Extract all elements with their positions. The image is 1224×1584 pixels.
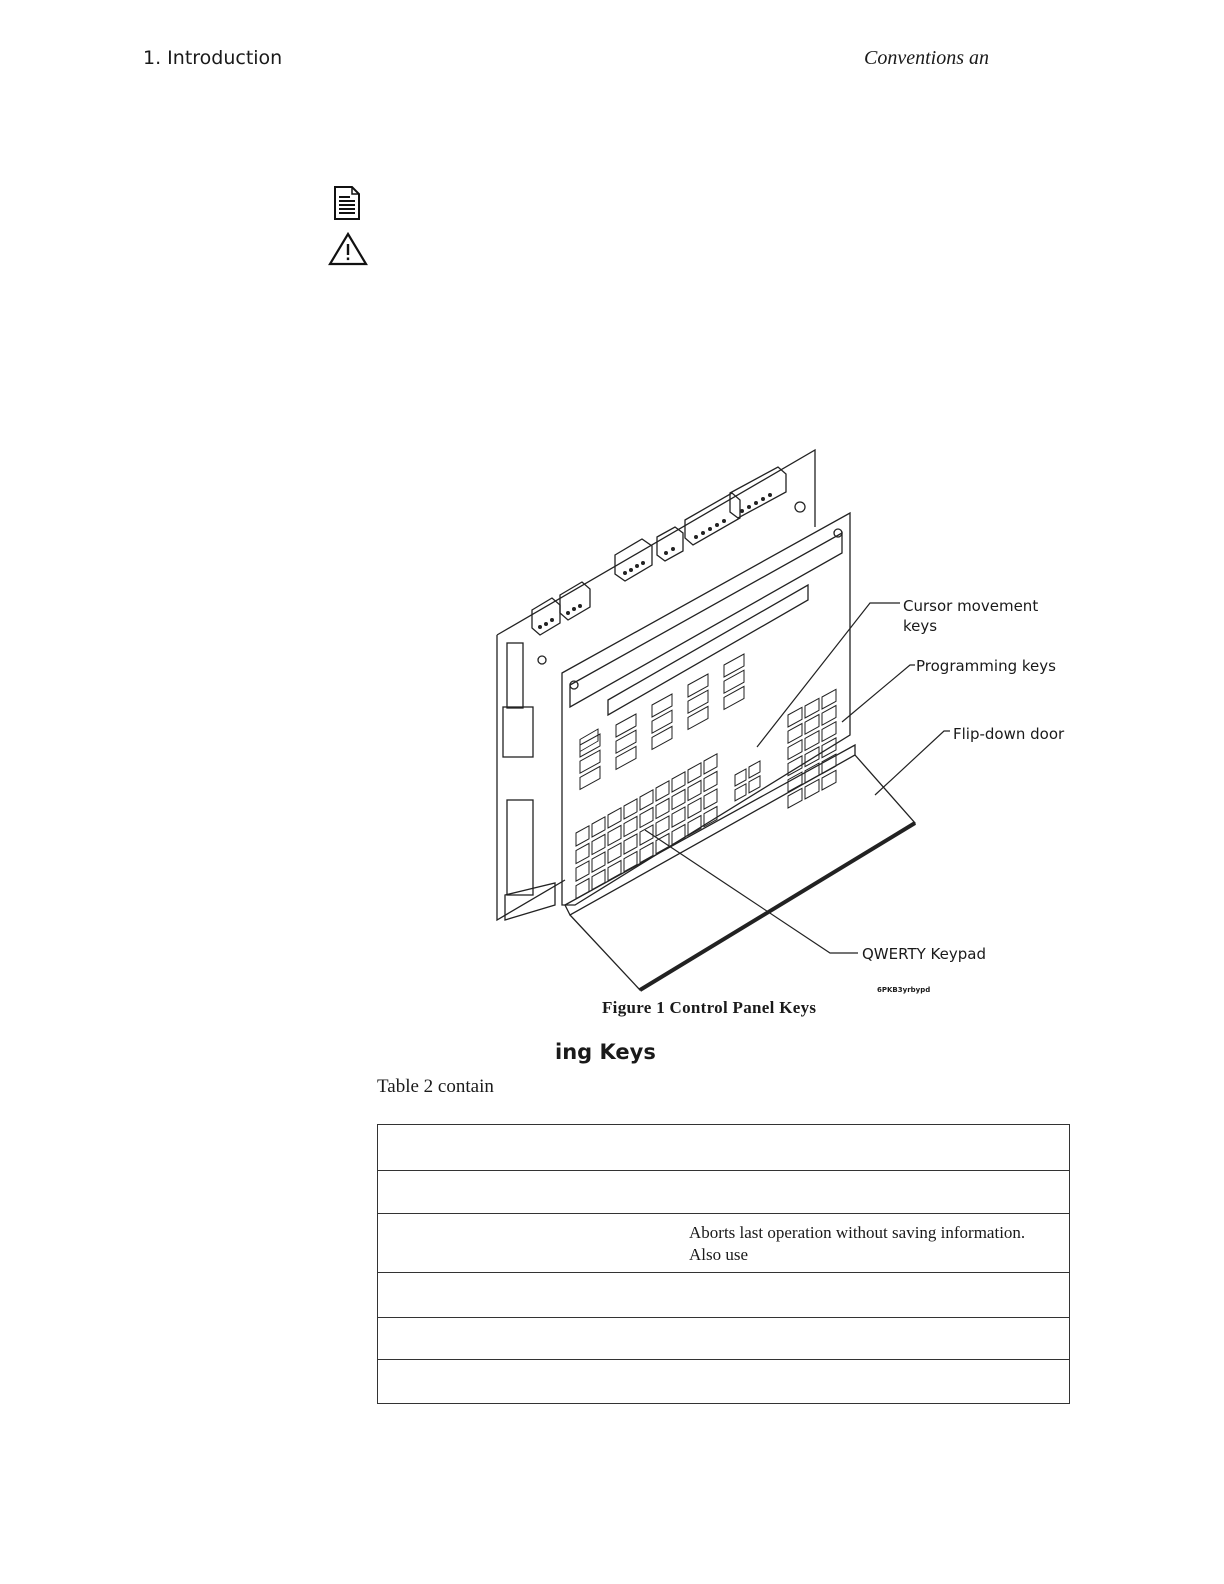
callout-programming-keys: Programming keys <box>916 657 1056 675</box>
qwerty-key <box>608 808 621 828</box>
table-cell-description <box>689 1214 1070 1273</box>
table-cell-description <box>689 1360 1070 1404</box>
table-row <box>378 1360 1070 1404</box>
function-key <box>652 694 672 717</box>
terminal-connectors <box>532 467 786 635</box>
qwerty-key <box>592 870 605 890</box>
qwerty-key <box>688 763 701 783</box>
cursor-key <box>735 784 746 801</box>
qwerty-key <box>640 807 653 827</box>
qwerty-key <box>608 843 621 863</box>
warning-icon <box>328 232 368 266</box>
table-cell-key <box>378 1171 690 1214</box>
qwerty-key <box>640 825 653 845</box>
function-key <box>724 670 744 693</box>
cursor-key <box>749 776 760 793</box>
table-cell-description <box>689 1318 1070 1360</box>
keys-table <box>377 1124 1070 1404</box>
table-cell-description <box>689 1171 1070 1214</box>
qwerty-key <box>624 816 637 836</box>
callout-cursor-line2: keys <box>903 617 938 635</box>
description-text: Aborts last operation without saving information. <box>689 1223 1026 1242</box>
function-key <box>616 746 636 769</box>
programming-key <box>822 722 836 742</box>
programming-key <box>822 706 836 726</box>
flip-down-door-leader <box>875 731 950 795</box>
cursor-key <box>749 761 760 778</box>
table-row <box>378 1318 1070 1360</box>
callout-cursor-keys <box>903 596 1038 636</box>
function-key <box>580 766 600 789</box>
programming-key <box>788 724 802 744</box>
qwerty-key <box>576 826 589 846</box>
programming-key <box>805 747 819 767</box>
table-row <box>378 1125 1070 1171</box>
qwerty-keypad-leader <box>645 830 858 953</box>
qwerty-key <box>624 834 637 854</box>
qwerty-key <box>672 772 685 792</box>
table-row <box>378 1214 1070 1273</box>
callout-qwerty-keypad: QWERTY Keypad <box>862 945 986 963</box>
programming-key <box>805 698 819 718</box>
programming-key <box>805 731 819 751</box>
callout-cursor-line1: Cursor movement <box>903 597 1039 615</box>
table-cell-description <box>689 1273 1070 1318</box>
qwerty-key <box>672 825 685 845</box>
qwerty-key <box>656 834 669 854</box>
qwerty-key <box>576 861 589 881</box>
qwerty-key <box>656 781 669 801</box>
running-header-chapter: 1. Introduction <box>143 47 283 69</box>
qwerty-key <box>576 843 589 863</box>
qwerty-key <box>704 754 717 774</box>
running-header-section: Conventions an <box>864 47 989 69</box>
description-text-continued: Also use <box>689 1245 749 1264</box>
function-key <box>688 706 708 729</box>
function-key <box>616 730 636 753</box>
note-icon <box>333 186 361 220</box>
table-cell-key <box>378 1360 690 1404</box>
qwerty-key <box>592 834 605 854</box>
programming-key <box>788 740 802 760</box>
qwerty-key <box>688 816 701 836</box>
table-row <box>378 1273 1070 1318</box>
section-heading: ing Keys <box>555 1040 656 1064</box>
programming-key <box>788 707 802 727</box>
cursor-key <box>735 769 746 786</box>
table-cell-key <box>378 1125 690 1171</box>
qwerty-key <box>624 799 637 819</box>
figure-file-id: 6PKB3yrbypd <box>877 986 931 994</box>
function-key <box>724 654 744 677</box>
qwerty-key <box>656 816 669 836</box>
function-key <box>724 686 744 709</box>
function-key <box>652 710 672 733</box>
qwerty-key <box>640 790 653 810</box>
programming-key <box>822 770 836 790</box>
table-cell-description <box>689 1125 1070 1171</box>
function-key <box>616 714 636 737</box>
qwerty-key <box>576 879 589 899</box>
programming-key <box>805 715 819 735</box>
qwerty-key <box>688 798 701 818</box>
qwerty-key <box>672 789 685 809</box>
table-cell-key <box>378 1214 690 1273</box>
qwerty-key <box>688 780 701 800</box>
qwerty-key <box>640 843 653 863</box>
table-cell-key <box>378 1273 690 1318</box>
function-key <box>688 690 708 713</box>
qwerty-key <box>704 789 717 809</box>
programming-key <box>822 689 836 709</box>
function-key <box>688 674 708 697</box>
programming-keys-leader <box>842 665 915 722</box>
figure-caption: Figure 1 Control Panel Keys <box>602 998 817 1017</box>
qwerty-key <box>704 771 717 791</box>
qwerty-key <box>592 852 605 872</box>
qwerty-key <box>656 798 669 818</box>
intro-paragraph: Table 2 contain <box>377 1076 494 1097</box>
function-key <box>580 750 600 773</box>
qwerty-key <box>672 807 685 827</box>
callout-flip-down-door: Flip-down door <box>953 725 1065 743</box>
function-key <box>652 726 672 749</box>
table-cell-key <box>378 1318 690 1360</box>
qwerty-key <box>608 825 621 845</box>
qwerty-key <box>592 817 605 837</box>
table-row <box>378 1171 1070 1214</box>
